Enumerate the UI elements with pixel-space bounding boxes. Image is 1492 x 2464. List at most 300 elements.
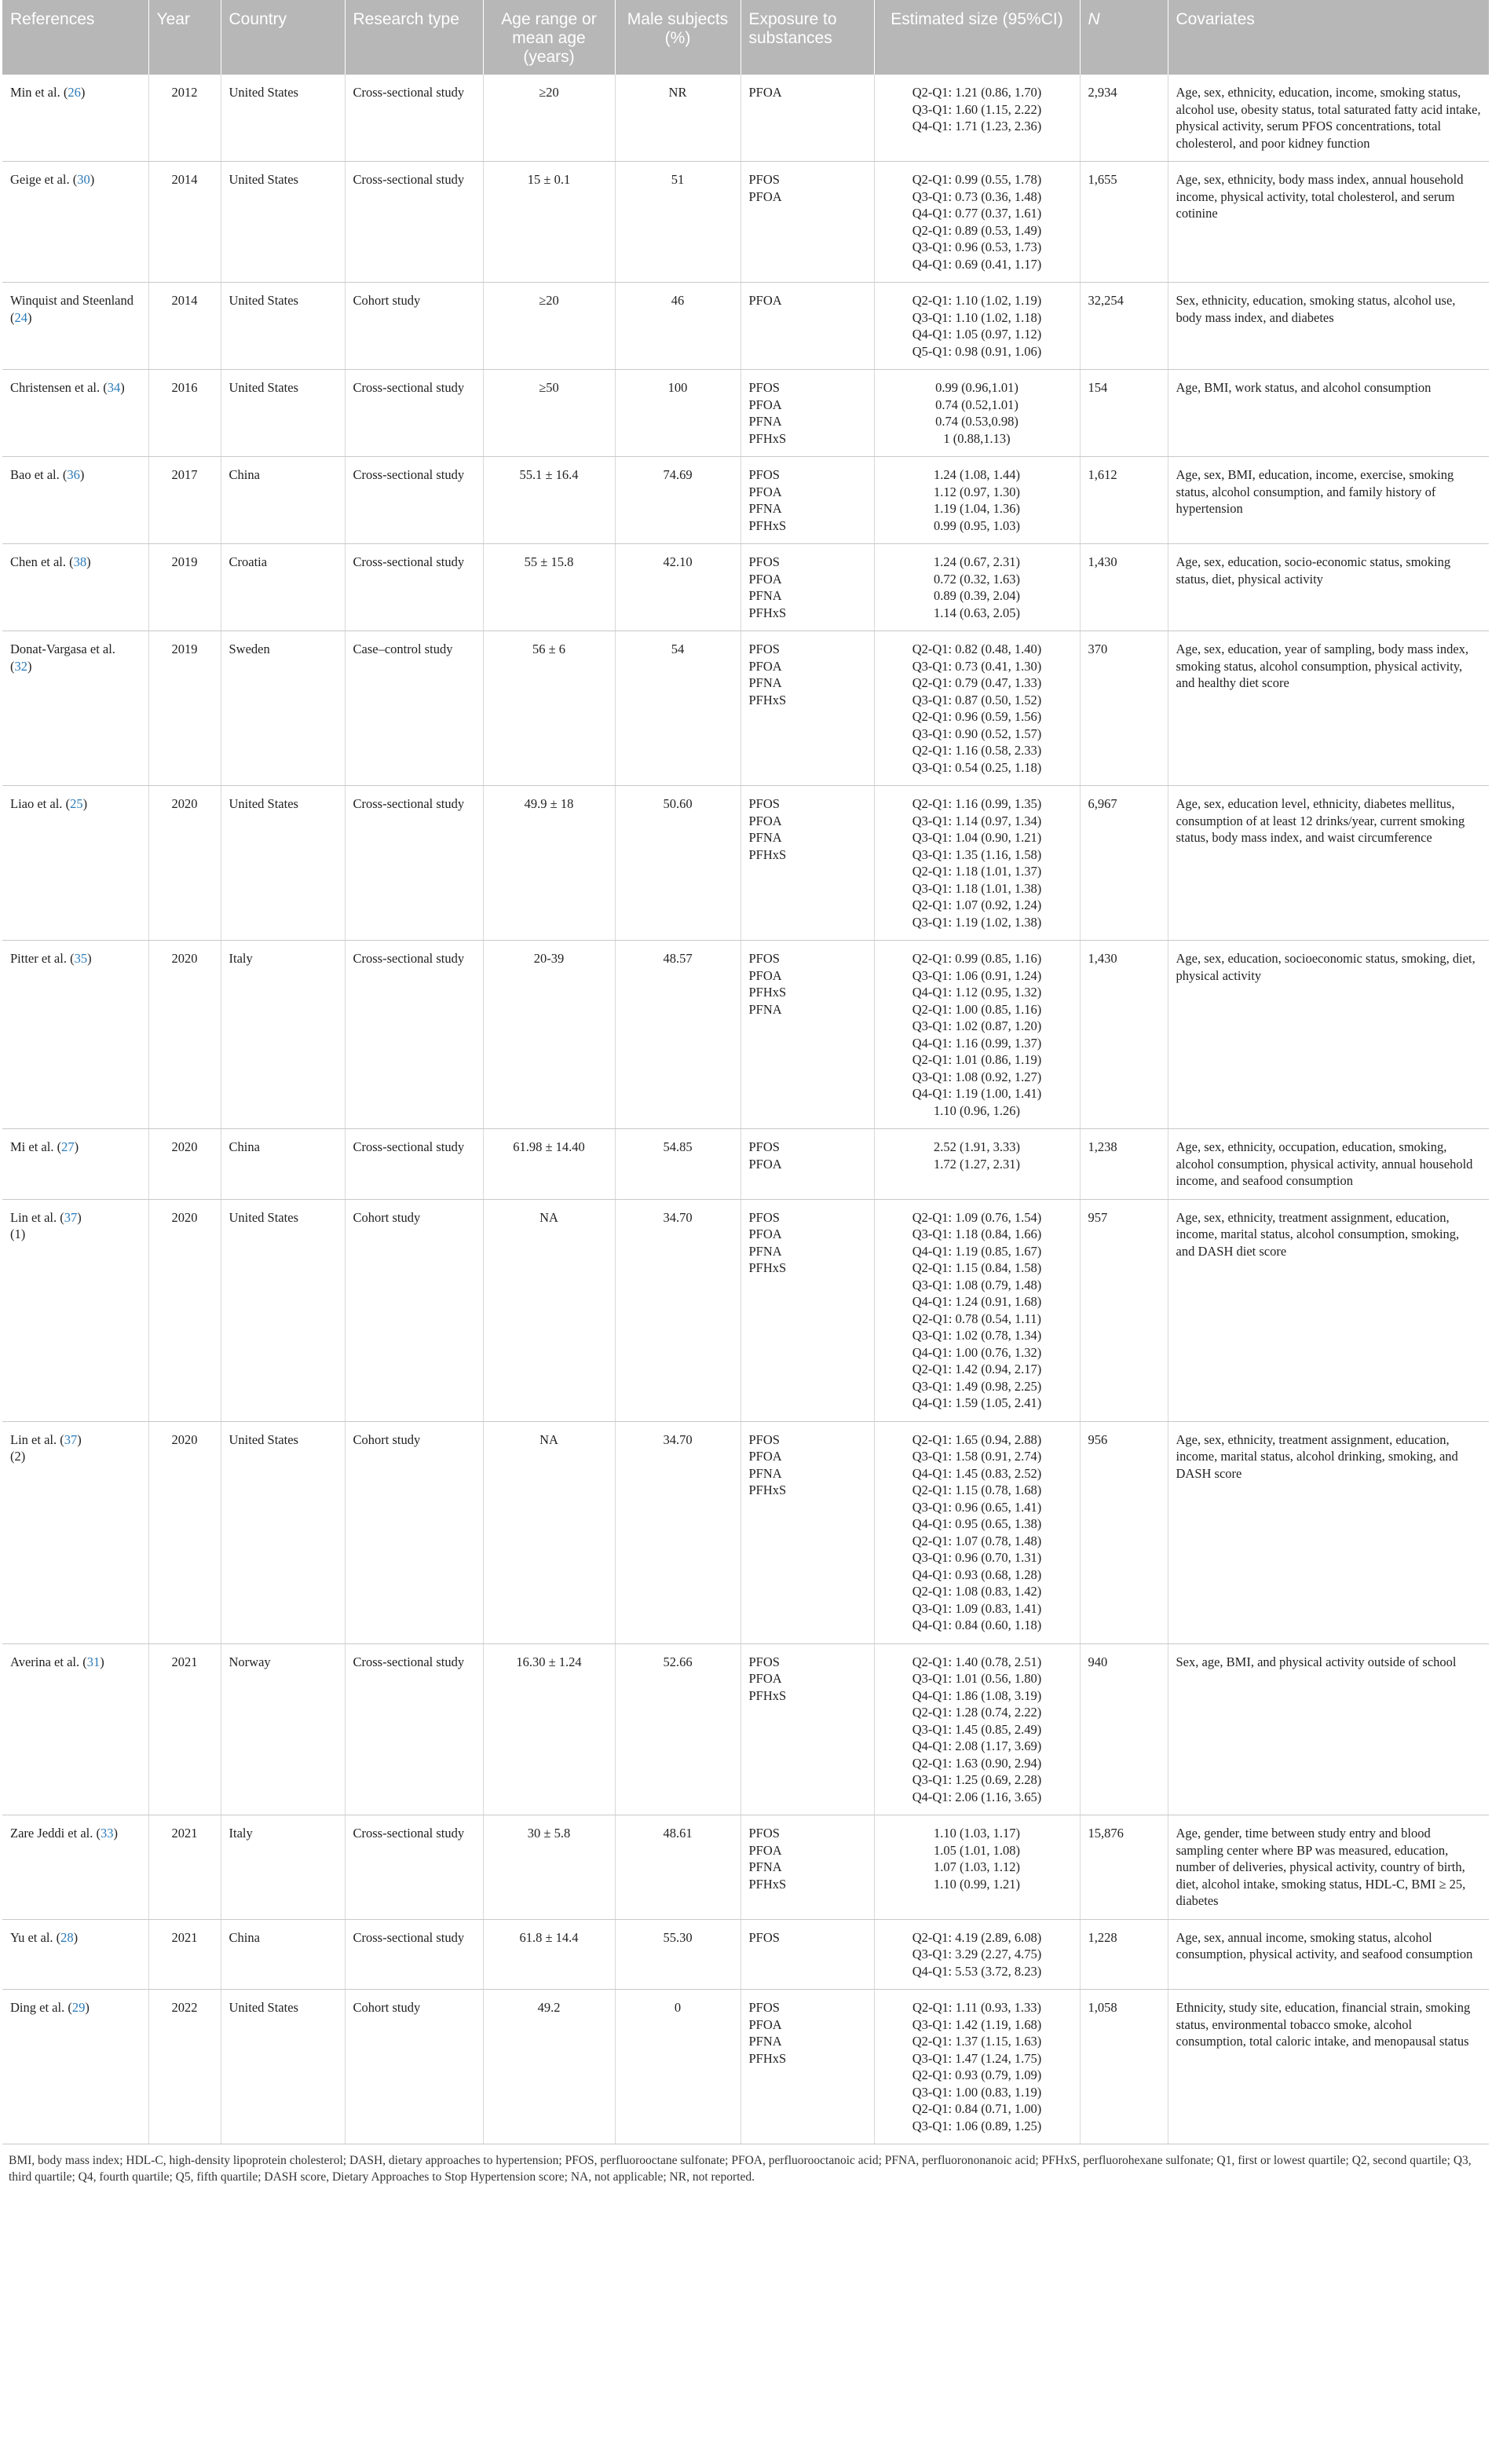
studies-table	[2, 0, 1489, 2144]
n-cell	[1080, 370, 1168, 457]
citation-link[interactable]: 24	[14, 309, 27, 325]
exposure-item: PFOA	[748, 1449, 782, 1464]
research-type-value: Cross-sectional study	[353, 1826, 465, 1841]
estimate-item: Q4-Q1: 1.24 (0.91, 1.68)	[912, 1294, 1042, 1309]
age-value: NA	[539, 1431, 558, 1447]
exposure-item: PFOS	[748, 796, 780, 811]
reference-cell: Mi et al. (27)	[2, 1129, 148, 1200]
table-row	[2, 370, 1489, 457]
estimate-item: Q3-Q1: 1.08 (0.92, 1.27)	[912, 1069, 1042, 1084]
n-cell	[1080, 283, 1168, 370]
country-cell	[221, 162, 345, 283]
estimate-item: Q4-Q1: 2.08 (1.17, 3.69)	[912, 1738, 1042, 1753]
estimate-item: Q3-Q1: 0.96 (0.53, 1.73)	[912, 239, 1042, 254]
estimate-item: Q2-Q1: 1.01 (0.86, 1.19)	[912, 1052, 1042, 1067]
age-value: ≥20	[539, 85, 559, 100]
estimate-item: Q2-Q1: 0.99 (0.55, 1.78)	[912, 172, 1042, 187]
male-cell	[615, 162, 741, 283]
estimate-item: 1.12 (0.97, 1.30)	[934, 484, 1020, 499]
covariates-value: Ethnicity, study site, education, financial strain, smoking status, environmental tobacco smoke, alcohol consumption, total caloric intake, and menopausal status	[1176, 2000, 1471, 2049]
year-value: 2021	[171, 1826, 198, 1841]
estimate-item: Q3-Q1: 0.73 (0.36, 1.48)	[912, 188, 1042, 204]
estimate-cell	[874, 370, 1080, 457]
table-footnote: BMI, body mass index; HDL-C, high-density lipoprotein cholesterol; DASH, dietary approaches to hypertension; PFOS, perfluorooctane sulfonate; PFOA, perfluorooctanoic acid; PFNA, perfluorononanoic acid; PFHxS, perfluorohexane sulfonate; Q1, first or lowest quartile; Q2, second quartile; Q3, third quartile; Q4, fourth quartile; Q5, fifth quartile; DASH score, Dietary Approaches to Stop Hypertension score; NA, not applicable; NR, not reported.	[9, 2154, 1472, 2184]
reference-author: Min et al.	[10, 85, 60, 100]
research-type-cell	[345, 283, 483, 370]
covariates-value: Age, sex, education, socioeconomic status, smoking, diet, physical activity	[1176, 951, 1476, 983]
exposure-item: PFHxS	[748, 985, 787, 1000]
covariates-cell	[1168, 75, 1489, 162]
estimate-item: Q2-Q1: 0.82 (0.48, 1.40)	[912, 642, 1042, 656]
covariates-value: Sex, age, BMI, and physical activity outside of school	[1176, 1654, 1457, 1669]
header-year: Year	[148, 0, 221, 75]
country-cell	[221, 1990, 345, 2144]
covariates-cell	[1168, 1815, 1489, 1920]
n-value: 1,238	[1088, 1139, 1117, 1154]
estimate-item: Q3-Q1: 1.00 (0.83, 1.19)	[912, 2084, 1042, 2100]
research-type-value: Cohort study	[353, 2000, 421, 2015]
estimate-item: Q3-Q1: 1.35 (1.16, 1.58)	[912, 846, 1042, 862]
year-value: 2020	[171, 951, 198, 966]
covariates-value: Age, gender, time between study entry and blood sampling center where BP was measured, education, number of deliveries, physical activity, country of birth, diet, alcohol intake, smoking status, HDL-C, BMI ≥ 25, diabetes	[1176, 1826, 1466, 1908]
estimate-item: Q4-Q1: 0.95 (0.65, 1.38)	[912, 1516, 1042, 1531]
estimate-item: 1.19 (1.04, 1.36)	[934, 501, 1020, 516]
table-header-row	[2, 0, 1489, 75]
exposure-item: PFHxS	[748, 692, 787, 707]
n-cell	[1080, 1421, 1168, 1643]
reference-author: Lin et al.	[10, 1431, 57, 1447]
reference-cell: Min et al. (26)	[2, 75, 148, 162]
estimate-item: 1.24 (1.08, 1.44)	[934, 467, 1020, 482]
year-cell	[148, 283, 221, 370]
n-value: 15,876	[1088, 1826, 1124, 1841]
exposure-item: PFOS	[748, 642, 780, 656]
year-value: 2020	[171, 796, 198, 811]
estimate-item: 0.89 (0.39, 2.04)	[934, 588, 1020, 603]
male-value: 51	[671, 172, 685, 187]
estimate-cell	[874, 1815, 1080, 1920]
estimate-item: Q2-Q1: 0.96 (0.59, 1.56)	[912, 709, 1042, 724]
year-value: 2016	[171, 380, 198, 395]
estimate-item: Q4-Q1: 1.00 (0.76, 1.32)	[912, 1344, 1042, 1360]
exposure-item: PFNA	[748, 1001, 782, 1017]
research-type-value: Cross-sectional study	[353, 1654, 465, 1669]
estimate-item: Q4-Q1: 0.84 (0.60, 1.18)	[912, 1618, 1042, 1632]
exposure-item: PFOS	[748, 467, 780, 482]
exposure-cell	[741, 1421, 874, 1643]
country-value: China	[229, 467, 260, 482]
estimate-cell	[874, 1643, 1080, 1815]
estimate-item: Q3-Q1: 1.02 (0.87, 1.20)	[912, 1018, 1042, 1033]
exposure-item: PFOA	[748, 967, 782, 983]
exposure-cell	[741, 941, 874, 1129]
reference-cell: Winquist and Steenland (24)	[2, 283, 148, 370]
n-value: 32,254	[1088, 293, 1124, 308]
exposure-cell	[741, 1990, 874, 2144]
year-value: 2020	[171, 1431, 198, 1447]
covariates-value: Age, sex, education, socio-economic status, smoking status, diet, physical activity	[1176, 554, 1451, 587]
header-research-type: Research type	[345, 0, 483, 75]
male-cell	[615, 1643, 741, 1815]
citation-link[interactable]: 33	[101, 1826, 114, 1841]
estimate-cell	[874, 457, 1080, 544]
research-type-cell	[345, 370, 483, 457]
country-cell	[221, 1129, 345, 1200]
male-value: 50.60	[663, 796, 693, 811]
exposure-item: PFOS	[748, 1139, 780, 1154]
research-type-value: Cross-sectional study	[353, 172, 465, 187]
citation-link[interactable]: 35	[74, 951, 88, 966]
age-value: 49.9 ± 18	[524, 796, 574, 811]
research-type-cell	[345, 941, 483, 1129]
reference-author: Winquist and Steenland	[10, 293, 133, 308]
header-estimated-size: Estimated size (95%CI)	[874, 0, 1080, 75]
reference-author: Ding et al.	[10, 2000, 65, 2015]
header-n: N	[1080, 0, 1168, 75]
estimate-item: Q2-Q1: 1.28 (0.74, 2.22)	[912, 1705, 1042, 1720]
table-row	[2, 1421, 1489, 1643]
exposure-item: PFOS	[748, 554, 780, 569]
estimate-item: Q2-Q1: 1.07 (0.78, 1.48)	[912, 1533, 1042, 1548]
estimate-item: Q4-Q1: 1.16 (0.99, 1.37)	[912, 1035, 1042, 1051]
country-cell	[221, 457, 345, 544]
citation-link[interactable]: 37	[64, 1209, 78, 1225]
year-cell	[148, 941, 221, 1129]
age-value: 55 ± 15.8	[524, 554, 574, 569]
citation-link[interactable]: 36	[67, 467, 80, 482]
estimate-item: Q3-Q1: 0.96 (0.65, 1.41)	[912, 1499, 1042, 1515]
research-type-value: Cohort study	[353, 293, 421, 308]
estimate-cell	[874, 75, 1080, 162]
male-value: 46	[671, 293, 685, 308]
research-type-cell	[345, 786, 483, 941]
n-value: 1,058	[1088, 2000, 1117, 2015]
estimate-item: 1.10 (0.99, 1.21)	[934, 1876, 1020, 1892]
male-cell	[615, 544, 741, 631]
research-type-cell	[345, 162, 483, 283]
estimate-item: Q2-Q1: 0.79 (0.47, 1.33)	[912, 675, 1042, 690]
age-value: 16.30 ± 1.24	[516, 1654, 582, 1669]
exposure-item: PFOA	[748, 293, 782, 308]
citation-link[interactable]: 25	[70, 796, 83, 811]
exposure-cell	[741, 1919, 874, 1990]
research-type-value: Cross-sectional study	[353, 554, 465, 569]
exposure-item: PFOA	[748, 1842, 782, 1858]
estimate-item: Q3-Q1: 1.60 (1.15, 2.22)	[912, 101, 1042, 117]
age-cell	[483, 1919, 615, 1990]
n-value: 1,655	[1088, 172, 1117, 187]
estimate-item: Q2-Q1: 1.16 (0.99, 1.35)	[912, 796, 1042, 811]
estimate-item: 1.07 (1.03, 1.12)	[934, 1859, 1020, 1874]
covariates-value: Age, sex, BMI, education, income, exercise, smoking status, alcohol consumption, and family history of hypertension	[1176, 467, 1454, 516]
male-value: NR	[668, 85, 687, 100]
age-cell	[483, 1815, 615, 1920]
year-value: 2019	[171, 642, 198, 656]
header-country: Country	[221, 0, 345, 75]
estimate-item: 0.99 (0.96,1.01)	[935, 380, 1018, 395]
reference-author: Pitter et al.	[10, 951, 67, 966]
male-value: 34.70	[663, 1431, 693, 1447]
estimate-item: Q2-Q1: 4.19 (2.89, 6.08)	[912, 1929, 1042, 1945]
estimate-item: 1.10 (0.96, 1.26)	[934, 1102, 1020, 1118]
male-value: 48.61	[663, 1826, 693, 1841]
estimate-cell	[874, 941, 1080, 1129]
male-value: 54.85	[663, 1139, 693, 1154]
year-cell	[148, 631, 221, 786]
research-type-cell	[345, 631, 483, 786]
estimate-item: Q4-Q1: 1.05 (0.97, 1.12)	[912, 327, 1042, 342]
estimate-item: Q2-Q1: 1.07 (0.92, 1.24)	[912, 897, 1042, 912]
country-cell	[221, 544, 345, 631]
citation-link[interactable]: 38	[73, 554, 87, 569]
reference-author: Donat-Vargasa et al.	[10, 642, 115, 656]
table-row	[2, 631, 1489, 786]
estimate-item: Q2-Q1: 1.40 (0.78, 2.51)	[912, 1654, 1042, 1669]
year-cell	[148, 1421, 221, 1643]
age-cell	[483, 941, 615, 1129]
covariates-value: Sex, ethnicity, education, smoking status, alcohol use, body mass index, and diabetes	[1176, 293, 1456, 325]
covariates-cell	[1168, 786, 1489, 941]
citation-link[interactable]: 29	[71, 2000, 86, 2015]
reference-author: Zare Jeddi et al.	[10, 1826, 93, 1841]
table-row	[2, 786, 1489, 941]
research-type-cell	[345, 1199, 483, 1421]
estimate-item: Q3-Q1: 1.10 (1.02, 1.18)	[912, 309, 1042, 325]
estimate-item: Q4-Q1: 1.59 (1.05, 2.41)	[912, 1395, 1042, 1410]
country-value: Sweden	[229, 642, 270, 656]
n-value: 1,430	[1088, 554, 1117, 569]
citation-link[interactable]: 32	[14, 658, 27, 674]
reference-cell: Christensen et al. (34)	[2, 370, 148, 457]
n-value: 370	[1088, 642, 1108, 656]
exposure-item: PFNA	[748, 1465, 782, 1481]
estimate-item: 1.72 (1.27, 2.31)	[934, 1156, 1020, 1172]
research-type-value: Cross-sectional study	[353, 467, 465, 482]
n-value: 1,612	[1088, 467, 1117, 482]
estimate-item: 1.05 (1.01, 1.08)	[934, 1842, 1020, 1858]
estimate-item: Q2-Q1: 0.99 (0.85, 1.16)	[912, 951, 1042, 966]
research-type-cell	[345, 1643, 483, 1815]
exposure-cell	[741, 631, 874, 786]
estimate-cell	[874, 786, 1080, 941]
country-cell	[221, 1919, 345, 1990]
male-value: 100	[667, 380, 688, 395]
reference-cell: Ding et al. (29)	[2, 1990, 148, 2144]
country-value: Croatia	[229, 554, 268, 569]
exposure-item: PFHxS	[748, 430, 787, 446]
year-value: 2014	[171, 172, 198, 187]
country-cell	[221, 631, 345, 786]
table-row	[2, 544, 1489, 631]
country-value: Italy	[229, 1826, 253, 1841]
estimate-item: Q2-Q1: 0.89 (0.53, 1.49)	[912, 222, 1042, 238]
reference-cell: Lin et al. (37) (1)	[2, 1199, 148, 1421]
year-value: 2019	[171, 554, 198, 569]
exposure-item: PFOS	[748, 1431, 780, 1447]
reference-cell: Donat-Vargasa et al. (32)	[2, 631, 148, 786]
research-type-cell	[345, 1919, 483, 1990]
country-value: United States	[229, 172, 298, 187]
exposure-item: PFHxS	[748, 2050, 787, 2066]
research-type-cell	[345, 457, 483, 544]
estimate-item: Q3-Q1: 1.58 (0.91, 2.74)	[912, 1449, 1042, 1464]
exposure-cell	[741, 370, 874, 457]
age-value: ≥50	[539, 380, 559, 395]
estimate-item: Q3-Q1: 1.06 (0.89, 1.25)	[912, 2118, 1042, 2133]
citation-link[interactable]: 34	[107, 380, 121, 395]
n-cell	[1080, 1199, 1168, 1421]
exposure-item: PFOS	[748, 1929, 780, 1945]
estimate-item: Q2-Q1: 1.16 (0.58, 2.33)	[912, 743, 1042, 758]
exposure-cell	[741, 457, 874, 544]
country-value: United States	[229, 85, 298, 100]
research-type-value: Cross-sectional study	[353, 1929, 465, 1945]
covariates-value: Age, BMI, work status, and alcohol consumption	[1176, 380, 1432, 395]
research-type-cell	[345, 75, 483, 162]
male-cell	[615, 457, 741, 544]
estimate-cell	[874, 1199, 1080, 1421]
n-cell	[1080, 786, 1168, 941]
estimate-item: Q4-Q1: 2.06 (1.16, 3.65)	[912, 1789, 1042, 1804]
estimate-item: Q3-Q1: 1.49 (0.98, 2.25)	[912, 1378, 1042, 1394]
estimate-cell	[874, 1129, 1080, 1200]
citation-link[interactable]: 28	[60, 1929, 74, 1945]
exposure-item: PFOS	[748, 1826, 780, 1841]
covariates-value: Age, sex, ethnicity, education, income, smoking status, alcohol use, obesity status, total saturated fatty acid intake, physical activity, serum PFOS concentrations, total cholesterol, and poor kidney function	[1176, 85, 1481, 151]
age-cell	[483, 1990, 615, 2144]
age-cell	[483, 1199, 615, 1421]
male-cell	[615, 786, 741, 941]
n-value: 957	[1088, 1209, 1108, 1225]
reference-author: Mi et al.	[10, 1139, 54, 1154]
exposure-item: PFOA	[748, 85, 782, 100]
table-row	[2, 1199, 1489, 1421]
year-cell	[148, 75, 221, 162]
estimate-item: Q2-Q1: 1.18 (1.01, 1.37)	[912, 864, 1042, 879]
estimate-item: Q4-Q1: 0.77 (0.37, 1.61)	[912, 206, 1042, 221]
estimate-item: Q2-Q1: 1.08 (0.83, 1.42)	[912, 1584, 1042, 1599]
exposure-item: PFNA	[748, 675, 782, 690]
male-value: 42.10	[663, 554, 693, 569]
reference-author: Bao et al.	[10, 467, 60, 482]
estimate-item: Q3-Q1: 0.87 (0.50, 1.52)	[912, 692, 1042, 707]
estimate-item: Q3-Q1: 1.06 (0.91, 1.24)	[912, 967, 1042, 983]
age-value: 30 ± 5.8	[527, 1826, 571, 1841]
year-value: 2014	[171, 293, 198, 308]
research-type-value: Cross-sectional study	[353, 1139, 465, 1154]
male-cell	[615, 1129, 741, 1200]
citation-link[interactable]: 26	[68, 85, 81, 100]
country-cell	[221, 370, 345, 457]
n-value: 154	[1088, 380, 1108, 395]
covariates-value: Age, sex, annual income, smoking status, alcohol consumption, physical activity, and seafood consumption	[1176, 1929, 1473, 1961]
citation-link[interactable]: 27	[61, 1139, 75, 1154]
male-cell	[615, 1919, 741, 1990]
age-value: 55.1 ± 16.4	[519, 467, 579, 482]
n-cell	[1080, 544, 1168, 631]
exposure-item: PFOA	[748, 571, 782, 587]
exposure-cell	[741, 1129, 874, 1200]
country-cell	[221, 1815, 345, 1920]
estimate-item: Q4-Q1: 1.45 (0.83, 2.52)	[912, 1465, 1042, 1481]
exposure-item: PFOS	[748, 380, 780, 395]
table-row	[2, 1919, 1489, 1990]
table-row	[2, 162, 1489, 283]
reference-suffix: (2)	[10, 1449, 26, 1464]
estimate-item: Q3-Q1: 0.90 (0.52, 1.57)	[912, 726, 1042, 741]
citation-link[interactable]: 30	[77, 172, 90, 187]
age-cell	[483, 370, 615, 457]
exposure-item: PFNA	[748, 2034, 782, 2049]
n-cell	[1080, 1815, 1168, 1920]
citation-link[interactable]: 31	[86, 1654, 101, 1669]
research-type-cell	[345, 1129, 483, 1200]
estimate-item: Q2-Q1: 1.42 (0.94, 2.17)	[912, 1362, 1042, 1376]
male-cell	[615, 370, 741, 457]
estimate-item: 1.14 (0.63, 2.05)	[934, 605, 1020, 620]
reference-cell: Geige et al. (30)	[2, 162, 148, 283]
estimate-item: Q3-Q1: 1.19 (1.02, 1.38)	[912, 914, 1042, 930]
male-value: 54	[671, 642, 685, 656]
n-cell	[1080, 1129, 1168, 1200]
citation-link[interactable]: 37	[64, 1431, 78, 1447]
research-type-value: Cohort study	[353, 1209, 421, 1225]
male-value: 55.30	[663, 1929, 693, 1945]
age-value: 20-39	[533, 951, 565, 966]
table-row	[2, 75, 1489, 162]
covariates-cell	[1168, 1919, 1489, 1990]
exposure-item: PFOS	[748, 951, 780, 966]
n-cell	[1080, 457, 1168, 544]
estimate-item: Q3-Q1: 0.54 (0.25, 1.18)	[912, 759, 1042, 775]
n-cell	[1080, 631, 1168, 786]
estimate-item: Q3-Q1: 1.14 (0.97, 1.34)	[912, 813, 1042, 828]
reference-cell: Chen et al. (38)	[2, 544, 148, 631]
exposure-item: PFHxS	[748, 605, 787, 620]
exposure-item: PFOS	[748, 2000, 780, 2015]
covariates-cell	[1168, 370, 1489, 457]
exposure-cell	[741, 786, 874, 941]
estimate-item: Q2-Q1: 1.65 (0.94, 2.88)	[912, 1431, 1042, 1447]
age-cell	[483, 75, 615, 162]
estimate-item: Q4-Q1: 1.19 (1.00, 1.41)	[912, 1086, 1042, 1101]
table-row	[2, 457, 1489, 544]
age-value: 61.98 ± 14.40	[513, 1139, 585, 1154]
research-type-cell	[345, 544, 483, 631]
male-cell	[615, 1990, 741, 2144]
estimate-item: 0.72 (0.32, 1.63)	[934, 571, 1020, 587]
table-row	[2, 1643, 1489, 1815]
estimate-item: 0.99 (0.95, 1.03)	[934, 517, 1020, 533]
n-value: 940	[1088, 1654, 1108, 1669]
exposure-cell	[741, 1815, 874, 1920]
estimate-item: Q2-Q1: 1.11 (0.93, 1.33)	[912, 2000, 1041, 2015]
estimate-item: Q3-Q1: 3.29 (2.27, 4.75)	[912, 1947, 1042, 1961]
research-type-value: Case–control study	[353, 642, 453, 656]
year-cell	[148, 1815, 221, 1920]
n-cell	[1080, 162, 1168, 283]
country-cell	[221, 1199, 345, 1421]
estimate-item: Q3-Q1: 1.42 (1.19, 1.68)	[912, 2016, 1042, 2032]
country-value: China	[229, 1139, 260, 1154]
estimate-item: Q4-Q1: 1.12 (0.95, 1.32)	[912, 985, 1042, 1000]
exposure-cell	[741, 283, 874, 370]
estimate-cell	[874, 544, 1080, 631]
male-cell	[615, 1421, 741, 1643]
covariates-cell	[1168, 457, 1489, 544]
reference-author: Lin et al.	[10, 1209, 57, 1225]
reference-cell: Lin et al. (37) (2)	[2, 1421, 148, 1643]
